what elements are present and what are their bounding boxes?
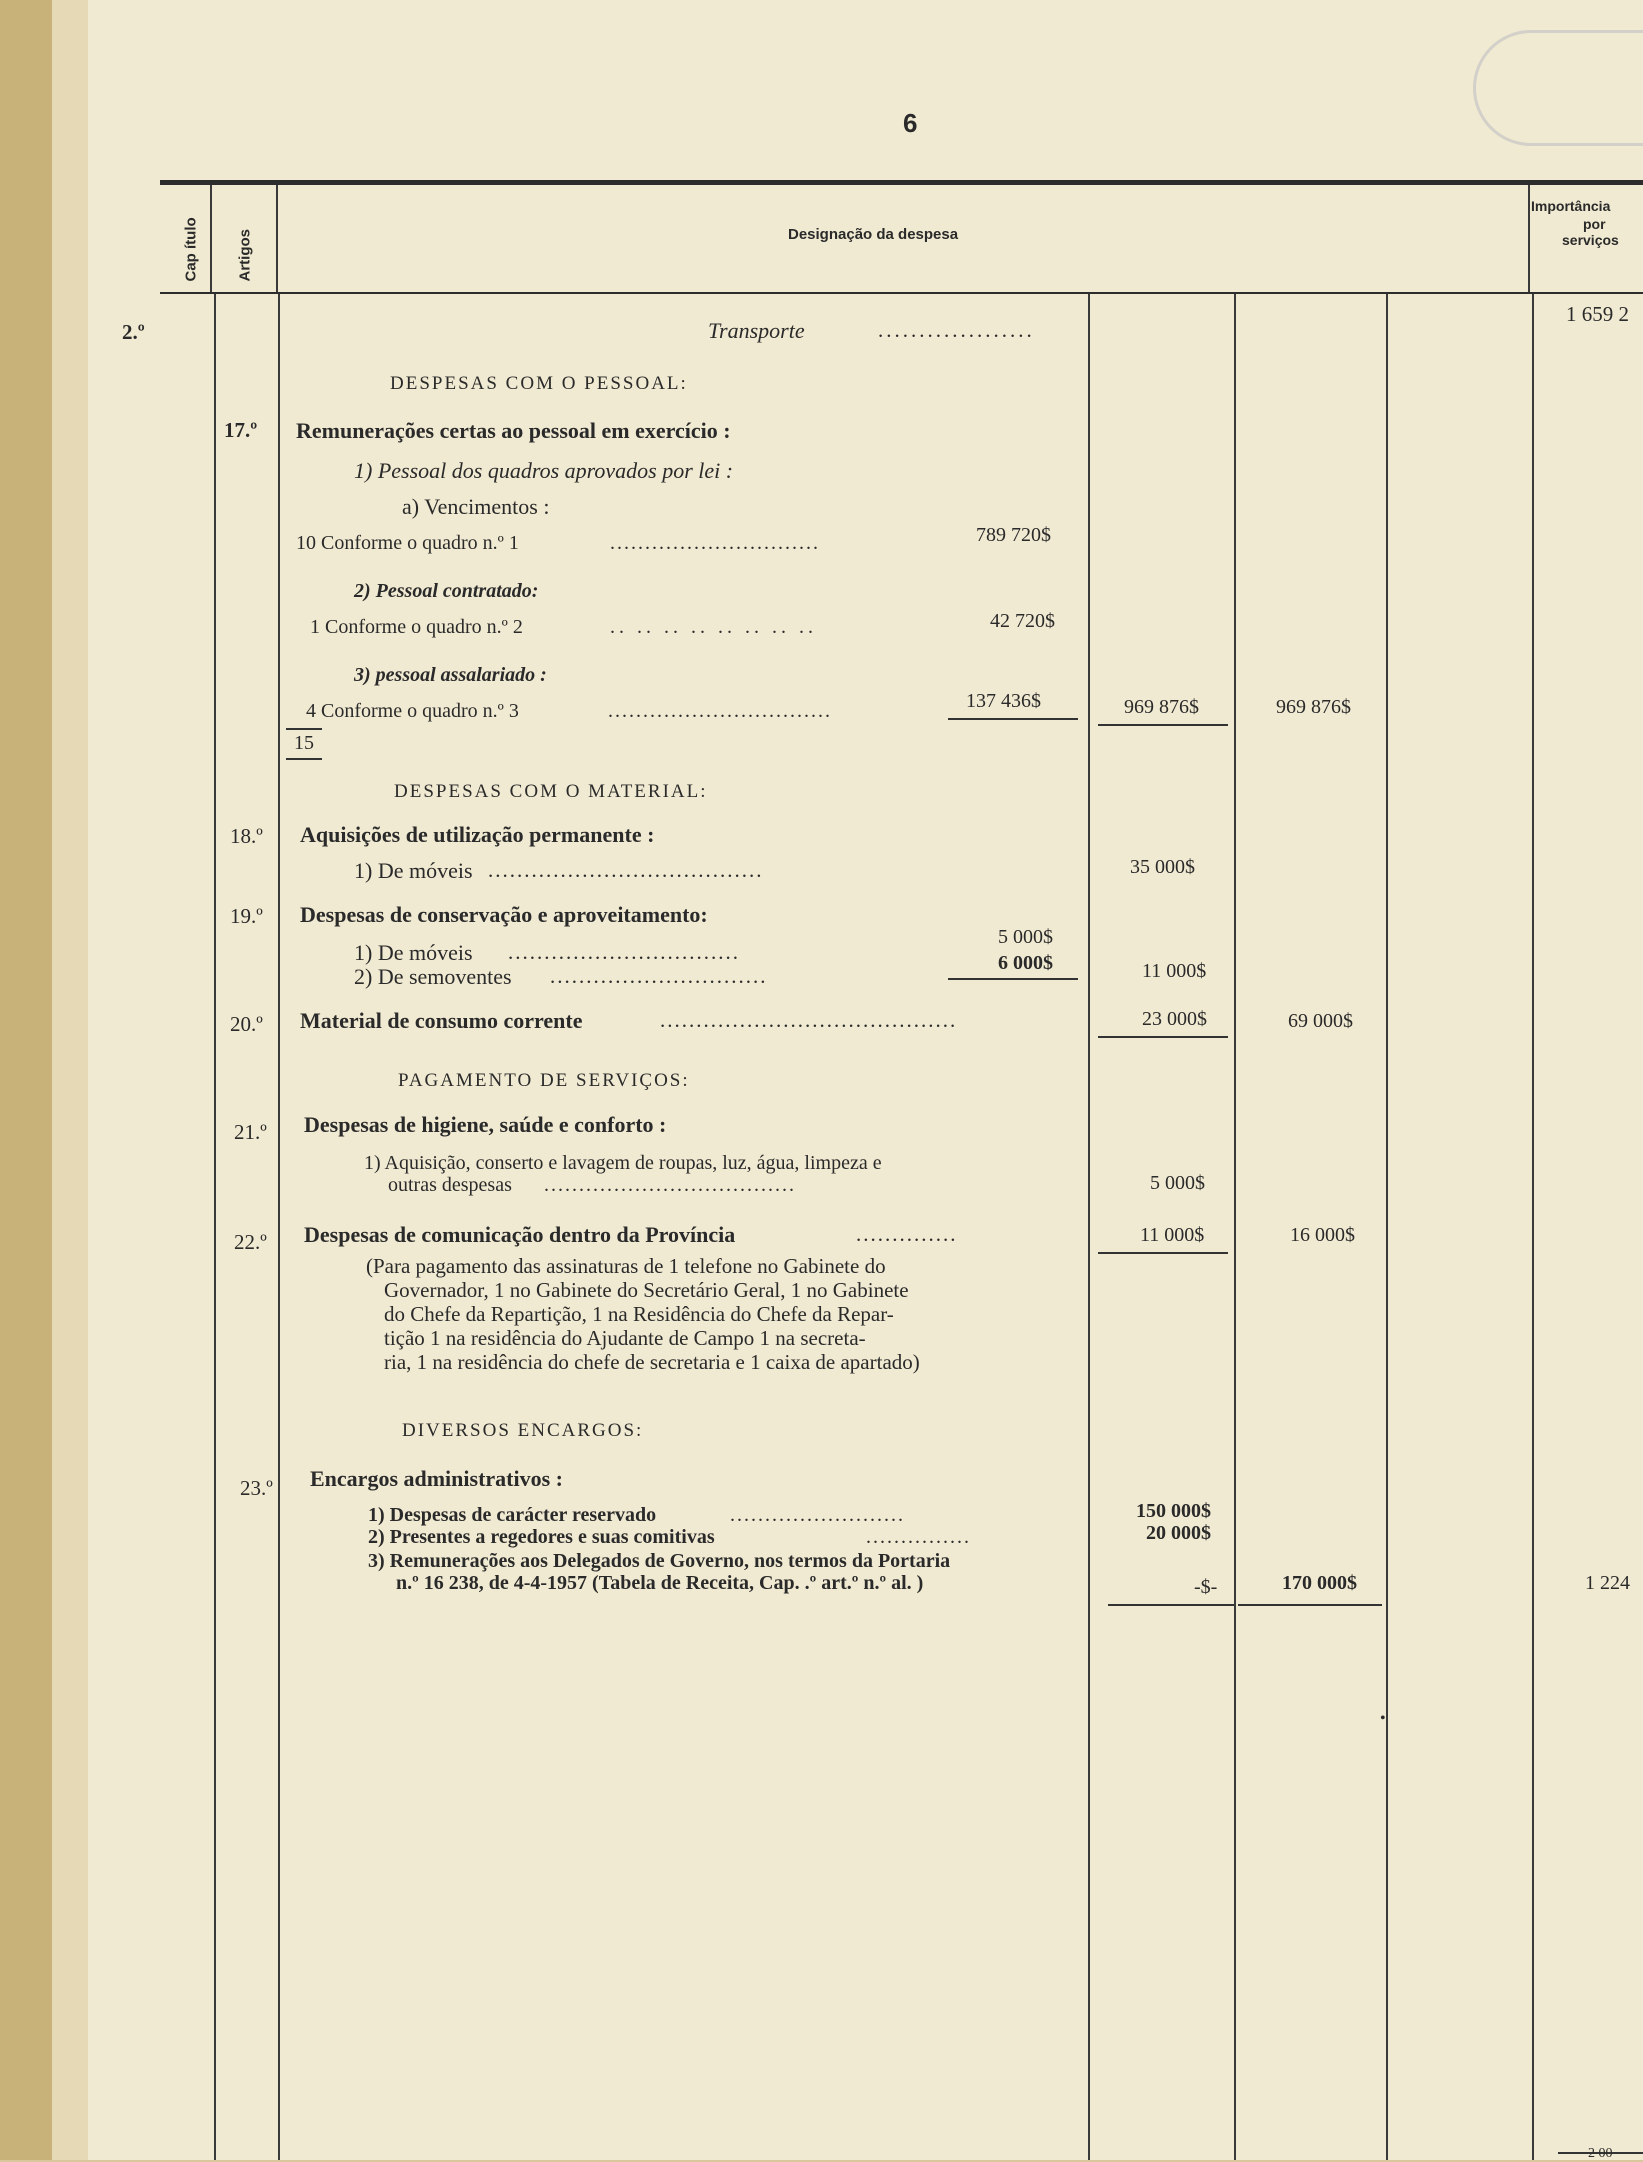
- art19-total: 11 000$: [1142, 960, 1207, 982]
- section-servicos: PAGAMENTO DE SERVIÇOS:: [398, 1070, 690, 1091]
- art17-number: 17.º: [224, 418, 258, 442]
- handwritten-mark: [1473, 30, 1643, 146]
- art21-title: Despesas de higiene, saúde e conforto :: [304, 1112, 667, 1137]
- art23-line3-value: -$-: [1194, 1576, 1218, 1598]
- art23-grand-total: 1 224: [1585, 1572, 1630, 1594]
- art22-title: Despesas de comunicação dentro da Província: [304, 1222, 736, 1247]
- art22-note-line: do Chefe da Repartição, 1 na Residência do Chefe da Repar-: [384, 1302, 894, 1326]
- section-material: DESPESAS COM O MATERIAL:: [394, 781, 708, 802]
- art17-sub3: 3) pessoal assalariado :: [354, 664, 547, 686]
- art19-line1-value: 5 000$: [998, 926, 1053, 948]
- art20-total: 69 000$: [1288, 1010, 1353, 1032]
- page-number: 6: [903, 108, 918, 138]
- art19-line2: 2) De semoventes: [354, 964, 512, 989]
- col-importancia-header: Importância: [1531, 198, 1611, 214]
- art22-note-line: ria, 1 na residência do chefe de secretaria e 1 caixa de apartado): [384, 1350, 920, 1374]
- body-col-line-value1: [1088, 294, 1090, 2160]
- art17-line3-underline: [948, 718, 1078, 720]
- chapter-number: 2.º: [122, 320, 145, 344]
- art17-line2-value: 42 720$: [990, 610, 1055, 632]
- art17-total-1: 969 876$: [1124, 696, 1199, 718]
- art22-number: 22.º: [234, 1230, 267, 1254]
- art20-value: 23 000$: [1142, 1008, 1207, 1030]
- art18-title: Aquisições de utilização permanente :: [300, 822, 655, 847]
- art18-line1: 1) De móveis: [354, 858, 473, 883]
- art23-line2: 2) Presentes a regedores e suas comitivas: [368, 1526, 715, 1548]
- page-fold-edge: [52, 0, 88, 2160]
- header-divider-2: [276, 185, 278, 292]
- art17-sub1a: a) Vencimentos :: [402, 494, 550, 519]
- art19-line1: 1) De móveis: [354, 940, 473, 965]
- art20-title: Material de consumo corrente: [300, 1008, 583, 1033]
- art17-title: Remunerações certas ao pessoal em exercício :: [296, 418, 731, 443]
- art17-total1-underline: [1098, 724, 1228, 726]
- art17-line1-value: 789 720$: [976, 524, 1051, 546]
- art19-line2-value: 6 000$: [998, 952, 1053, 974]
- body-col-line-value3: [1386, 294, 1388, 2160]
- dot-leader: ....................................: [544, 1174, 796, 1196]
- dot-leader: ..............................: [550, 964, 768, 988]
- art23-title: Encargos administrativos :: [310, 1466, 563, 1491]
- art21-line1-value: 5 000$: [1150, 1172, 1205, 1194]
- section-diversos: DIVERSOS ENCARGOS:: [402, 1420, 644, 1441]
- art21-line1a: 1) Aquisição, conserto e lavagem de roupas, luz, água, limpeza e: [364, 1152, 882, 1174]
- art18-line1-value: 35 000$: [1130, 856, 1195, 878]
- col-designacao-header: Designação da despesa: [788, 226, 959, 243]
- art17-count-bottom-rule: [286, 758, 322, 760]
- dot-leader: .........................................: [660, 1008, 958, 1032]
- dot-leader: ................................: [608, 700, 832, 722]
- art17-count-top-rule: [286, 728, 322, 730]
- transporte-label: Transporte: [708, 318, 805, 343]
- art22-note-line: Governador, 1 no Gabinete do Secretário Geral, 1 no Gabinete: [384, 1278, 909, 1302]
- art17-total-2: 969 876$: [1276, 696, 1351, 718]
- dot-leader: ...................: [878, 318, 1035, 342]
- art23-line3b: n.º 16 238, de 4-4-1957 (Tabela de Receita, Cap. .º art.º n.º al. ): [396, 1572, 924, 1594]
- dot-leader: ..............: [856, 1222, 958, 1246]
- art17-sub2: 2) Pessoal contratado:: [354, 580, 539, 602]
- art17-staff-count: 15: [294, 732, 314, 754]
- col-importancia-header-2: por: [1583, 216, 1606, 232]
- footer-partial-value: 2 00: [1588, 2146, 1613, 2161]
- art19-line2-underline: [948, 978, 1078, 980]
- header-bottom-rule: [160, 292, 1643, 294]
- art18-number: 18.º: [230, 824, 263, 848]
- art21-number: 21.º: [234, 1120, 267, 1144]
- body-col-line-value4: [1532, 294, 1534, 2160]
- budget-sheet: [88, 0, 1643, 2160]
- art20-number: 20.º: [230, 1012, 263, 1036]
- col-artigos-header: Artigos: [236, 229, 254, 282]
- header-divider-3: [1528, 185, 1530, 292]
- col-capitulo-header: Cap ítulo: [182, 217, 200, 282]
- art21-line1b: outras despesas: [388, 1174, 512, 1196]
- art23-line1: 1) Despesas de carácter reservado: [368, 1504, 657, 1526]
- dot-leader: ................................: [508, 940, 740, 964]
- art17-line1: 10 Conforme o quadro n.º 1: [296, 532, 519, 554]
- art23-line1-value: 150 000$: [1136, 1500, 1211, 1522]
- art23-line2-value: 20 000$: [1146, 1522, 1211, 1544]
- binding-edge: [0, 0, 52, 2160]
- art20-underline: [1098, 1036, 1228, 1038]
- header-top-rule: [160, 180, 1643, 185]
- ink-dot: •: [1380, 1710, 1386, 1727]
- body-col-line-value2: [1234, 294, 1236, 2160]
- art22-total: 16 000$: [1290, 1224, 1355, 1246]
- art23-line3a: 3) Remunerações aos Delegados de Governo, nos termos da Portaria: [368, 1550, 951, 1572]
- art22-underline: [1098, 1252, 1228, 1254]
- art23-number: 23.º: [240, 1476, 273, 1500]
- body-col-line-artigos: [214, 294, 216, 2160]
- dot-leader: ......................................: [488, 858, 764, 882]
- art17-line3: 4 Conforme o quadro n.º 3: [306, 700, 519, 722]
- art23-total: 170 000$: [1282, 1572, 1357, 1594]
- dot-leader: ...............: [866, 1526, 971, 1548]
- art17-line2: 1 Conforme o quadro n.º 2: [310, 616, 523, 638]
- dot-leader: ..............................: [610, 532, 820, 554]
- col-importancia-header-3: serviços: [1562, 232, 1619, 248]
- art22-value: 11 000$: [1140, 1224, 1205, 1246]
- art22-note-line: tição 1 na residência do Ajudante de Campo 1 na secreta-: [384, 1326, 866, 1350]
- section-pessoal: DESPESAS COM O PESSOAL:: [390, 373, 688, 394]
- art23-underline-2: [1238, 1604, 1382, 1606]
- dot-leader: .. .. .. .. .. .. .. ..: [610, 616, 817, 638]
- art19-title: Despesas de conservação e aproveitamento:: [300, 902, 708, 927]
- header-divider-1: [210, 185, 212, 292]
- art19-number: 19.º: [230, 904, 263, 928]
- transporte-value: 1 659 2: [1566, 302, 1629, 326]
- art22-note-line: (Para pagamento das assinaturas de 1 telefone no Gabinete do: [366, 1254, 886, 1278]
- body-col-line-designacao: [278, 294, 280, 2160]
- art23-underline-1: [1108, 1604, 1234, 1606]
- dot-leader: .........................: [730, 1504, 905, 1526]
- art17-sub1: 1) Pessoal dos quadros aprovados por lei :: [354, 458, 734, 483]
- art17-line3-value: 137 436$: [966, 690, 1041, 712]
